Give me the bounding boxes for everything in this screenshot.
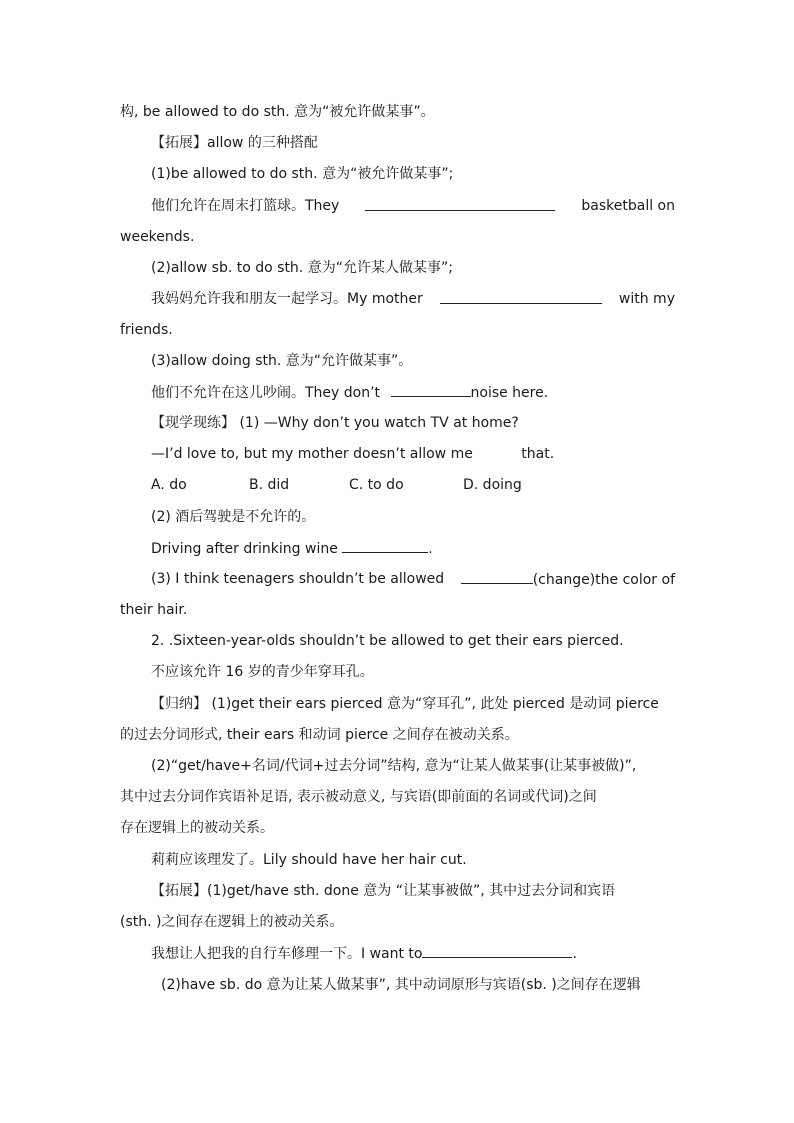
text-line: (2)“get/have+名词/代词+过去分词”结构, 意为“让某人做某事(让某事被做)”,: [151, 758, 637, 774]
exercise-text: noise here.: [470, 385, 549, 401]
exercise-line: [151, 444, 675, 464]
text-line: their hair.: [120, 602, 188, 618]
answer-blank[interactable]: [365, 196, 555, 211]
text-line: 其中过去分词作宾语补足语, 表示被动意义, 与宾语(即前面的名词或代词)之间: [120, 789, 597, 805]
practice-heading: 【现学现练】 (1) —Why don’t you watch TV at home?: [151, 415, 519, 431]
exercise-line: [151, 289, 675, 309]
options-row: [151, 475, 675, 495]
text-line: friends.: [120, 322, 173, 338]
text-line: 不应该允许 16 岁的青少年穿耳孔。: [151, 664, 374, 680]
section-heading: 【拓展】(1)get/have sth. done 意为 “让某事被做”, 其中过去分词和宾语: [151, 883, 616, 899]
text-line: (3)allow doing sth. 意为“允许做某事”。: [151, 353, 413, 369]
section-heading: 【拓展】allow 的三种搭配: [151, 135, 318, 151]
exercise-text: 他们不允许在这儿吵闹。They don’t: [151, 385, 381, 401]
exercise-text: —I’d love to, but my mother doesn’t allow me: [151, 446, 473, 462]
option-d[interactable]: D. doing: [463, 477, 522, 493]
exercise-text: with my: [618, 291, 675, 307]
exercise-text: .: [572, 946, 577, 962]
exercise-text: that.: [521, 446, 555, 462]
answer-blank[interactable]: [440, 289, 602, 304]
text-line: 构, be allowed to do sth. 意为“被允许做某事”。: [120, 104, 435, 120]
exercise-text: .: [428, 541, 433, 557]
text-line: (1)be allowed to do sth. 意为“被允许做某事”;: [151, 166, 454, 182]
exercise-text: 我想让人把我的自行车修理一下。I want to: [151, 946, 423, 962]
exercise-text: (change)the color of: [532, 572, 675, 588]
exercise-line: [151, 196, 675, 216]
option-c[interactable]: C. to do: [349, 477, 404, 493]
answer-blank[interactable]: [342, 538, 428, 553]
exercise-line: [151, 538, 675, 559]
text-line: 的过去分词形式, their ears 和动词 pierce 之间存在被动关系。: [120, 727, 519, 743]
exercise-line: [151, 382, 675, 403]
text-line: 莉莉应该理发了。Lily should have her hair cut.: [151, 852, 467, 868]
text-line: (sth. )之间存在逻辑上的被动关系。: [120, 914, 344, 930]
exercise-text: Driving after drinking wine: [151, 541, 338, 557]
text-line: (2) 酒后驾驶是不允许的。: [151, 509, 316, 525]
text-line: 【归纳】 (1)get their ears pierced 意为“穿耳孔”, 此处 pierced 是动词 pierce: [151, 696, 659, 712]
text-line: 存在逻辑上的被动关系。: [120, 820, 274, 836]
exercise-line: [151, 943, 675, 964]
exercise-text: 我妈妈允许我和朋友一起学习。My mother: [151, 291, 423, 307]
exercise-line: [151, 569, 675, 590]
exercise-text: basketball on: [581, 198, 675, 214]
text-line: weekends.: [120, 229, 195, 245]
exercise-text: 他们允许在周末打篮球。They: [151, 198, 340, 214]
sentence-heading: 2. .Sixteen-year-olds shouldn’t be allowed to get their ears pierced.: [151, 633, 624, 649]
exercise-text: (3) I think teenagers shouldn’t be allowed: [151, 571, 445, 587]
option-b[interactable]: B. did: [249, 477, 290, 493]
answer-blank[interactable]: [391, 382, 471, 397]
answer-blank[interactable]: [461, 569, 533, 584]
option-a[interactable]: A. do: [151, 477, 187, 493]
text-line: (2)allow sb. to do sth. 意为“允许某人做某事”;: [151, 260, 453, 276]
answer-blank[interactable]: [422, 943, 572, 958]
text-line: (2)have sb. do 意为让某人做某事”, 其中动词原形与宾语(sb. )之间存在逻辑: [161, 977, 641, 993]
